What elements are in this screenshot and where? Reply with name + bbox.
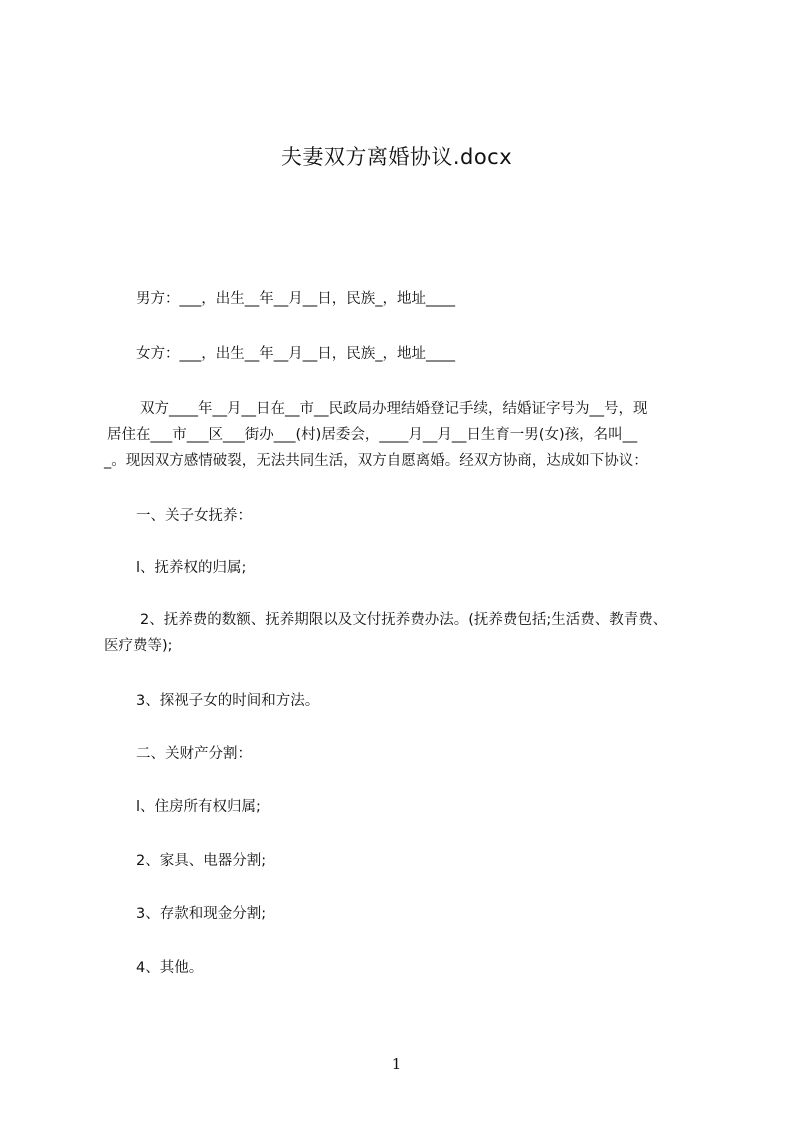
section2-item-furniture: 2、家具、电器分割; bbox=[136, 853, 267, 869]
intro-paragraph bbox=[104, 396, 704, 474]
page-number: 1 bbox=[391, 1055, 402, 1073]
intro-line: _。现因双方感情破裂，无法共同生活，双方自愿离婚。经双方协商，达成如下协议： bbox=[104, 453, 648, 469]
section2-item-other: 4、其他。 bbox=[136, 960, 204, 976]
document-title: 夫妻双方离婚协议.docx bbox=[280, 145, 513, 169]
section1-item-visitation: 3、探视子女的时间和方法。 bbox=[136, 693, 320, 709]
wife-info-line: 女方：___，出生__年__月__日，民族_，地址____ bbox=[136, 346, 455, 362]
support-line: 医疗费等); bbox=[104, 638, 173, 654]
section-heading-child-custody: 一、关子女抚养： bbox=[136, 508, 252, 524]
intro-line: 双方____年__月__日在__市__民政局办理结婚登记手续，结婚证字号为__号，现 bbox=[140, 401, 648, 417]
section1-item-custody: l、抚养权的归属; bbox=[136, 560, 247, 576]
husband-info-line: 男方：___，出生__年__月__日，民族_，地址____ bbox=[136, 291, 455, 307]
section-heading-property: 二、关财产分割： bbox=[136, 746, 252, 762]
section2-item-housing: l、住房所有权归属; bbox=[136, 799, 261, 815]
section1-item-support bbox=[104, 607, 704, 659]
intro-line: 居住在___市___区___街办___(村)居委会，____月__月__日生育一男(女)孩，名叫__ bbox=[107, 427, 638, 443]
section2-item-savings: 3、存款和现金分割; bbox=[136, 906, 267, 922]
support-line: 2、抚养费的数额、抚养期限以及文付抚养费办法。(抚养费包括;生活费、教青费、 bbox=[140, 612, 668, 628]
